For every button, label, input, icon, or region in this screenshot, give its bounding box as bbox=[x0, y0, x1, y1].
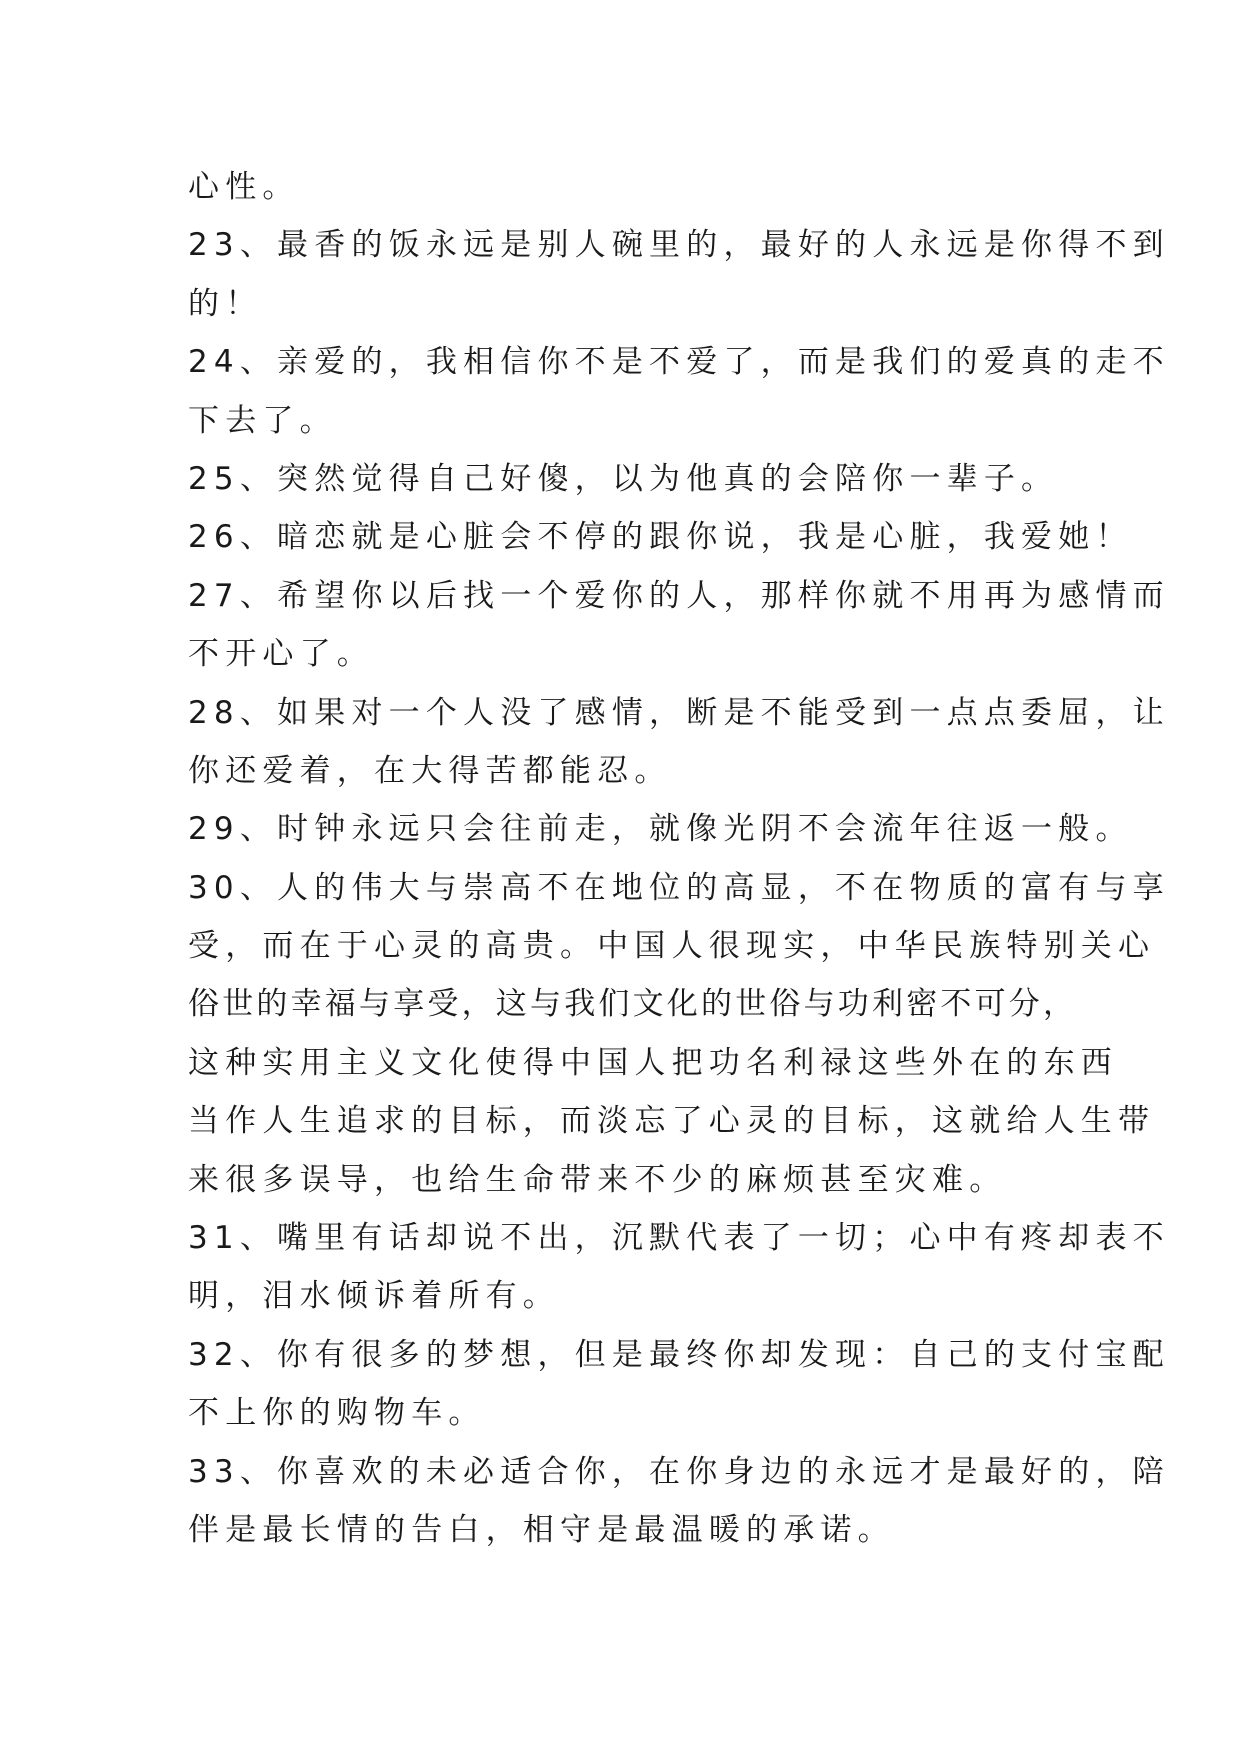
text-line: 来很多误导，也给生命带来不少的麻烦甚至灾难。 bbox=[188, 1161, 1007, 1198]
text-line: 30、人的伟大与崇高不在地位的高显，不在物质的富有与享 bbox=[188, 869, 1170, 906]
text-line: 明，泪水倾诉着所有。 bbox=[188, 1278, 560, 1315]
text-line: 这种实用主义文化使得中国人把功名利禄这些外在的东西 bbox=[188, 1044, 1118, 1081]
text-line: 的！ bbox=[188, 285, 263, 322]
text-line: 心性。 bbox=[188, 169, 300, 205]
text-line: 29、时钟永远只会往前走，就像光阴不会流年往返一般。 bbox=[188, 811, 1133, 848]
text-line: 26、暗恋就是心脏会不停的跟你说，我是心脏，我爱她！ bbox=[188, 519, 1133, 556]
text-line: 23、最香的饭永远是别人碗里的，最好的人永远是你得不到 bbox=[188, 227, 1170, 264]
text-line: 伴是最长情的告白，相守是最温暖的承诺。 bbox=[188, 1511, 895, 1548]
text-line: 俗世的幸福与享受，这与我们文化的世俗与功利密不可分， bbox=[188, 986, 1078, 1023]
text-line: 25、突然觉得自己好傻，以为他真的会陪你一辈子。 bbox=[188, 460, 1059, 497]
text-line: 32、你有很多的梦想，但是最终你却发现：自己的支付宝配 bbox=[188, 1336, 1170, 1373]
text-line: 28、如果对一个人没了感情，断是不能受到一点点委屈，让 bbox=[188, 694, 1170, 731]
text-line: 你还爱着，在大得苦都能忍。 bbox=[188, 752, 672, 789]
text-line: 31、嘴里有话却说不出，沉默代表了一切；心中有疼却表不 bbox=[188, 1220, 1170, 1257]
text-line: 受，而在于心灵的高贵。中国人很现实，中华民族特别关心 bbox=[188, 928, 1156, 965]
text-line: 不上你的购物车。 bbox=[188, 1395, 486, 1432]
text-line: 27、希望你以后找一个爱你的人，那样你就不用再为感情而 bbox=[188, 577, 1170, 614]
text-line: 下去了。 bbox=[188, 402, 337, 439]
text-line: 24、亲爱的，我相信你不是不爱了，而是我们的爱真的走不 bbox=[188, 344, 1170, 381]
text-line: 33、你喜欢的未必适合你，在你身边的永远才是最好的，陪 bbox=[188, 1453, 1170, 1490]
body-text bbox=[188, 158, 1170, 1559]
text-line: 不开心了。 bbox=[188, 636, 374, 673]
text-line: 当作人生追求的目标，而淡忘了心灵的目标，这就给人生带 bbox=[188, 1103, 1156, 1140]
